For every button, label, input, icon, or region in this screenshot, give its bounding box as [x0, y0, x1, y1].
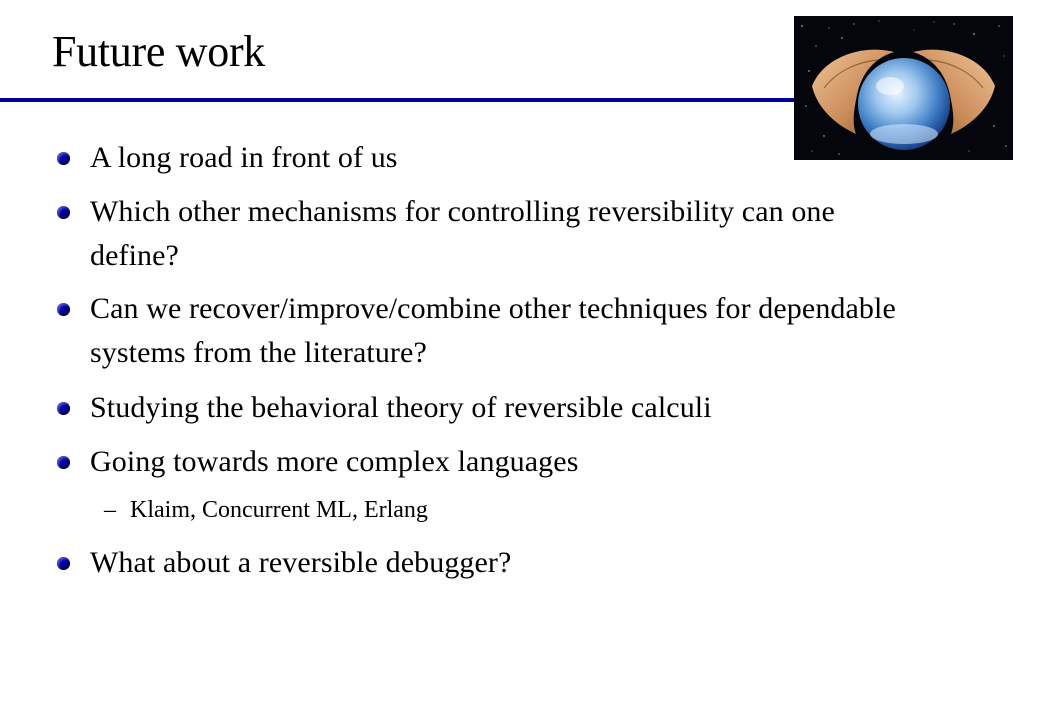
slide-title: Future work	[52, 27, 266, 76]
bullet-item	[90, 386, 910, 430]
bullet-text: Studying the behavioral theory of reversible calculi	[90, 391, 712, 424]
bullet-item	[90, 287, 910, 375]
bullet-text: What about a reversible debugger?	[90, 546, 512, 579]
bullet-item	[90, 136, 910, 180]
sub-bullet-item	[90, 494, 428, 526]
sub-bullet-dash: –	[104, 497, 116, 523]
bullet-dot-icon	[57, 402, 70, 415]
bullet-item	[90, 440, 910, 484]
bullet-text: Going towards more complex languages	[90, 445, 579, 478]
bullet-dot-icon	[57, 456, 70, 469]
sub-bullet-text: Klaim, Concurrent ML, Erlang	[130, 497, 428, 523]
bullet-dot-icon	[57, 152, 70, 165]
bullet-text: A long road in front of us	[90, 141, 398, 174]
bullet-item	[90, 190, 910, 278]
bullet-text: Can we recover/improve/combine other techniques for dependable systems from the literature?	[90, 292, 896, 369]
bullet-dot-icon	[57, 206, 70, 219]
bullet-dot-icon	[57, 557, 70, 570]
bullet-text: Which other mechanisms for controlling reversibility can one define?	[90, 195, 835, 272]
bullet-item	[90, 541, 910, 585]
bullet-dot-icon	[57, 303, 70, 316]
